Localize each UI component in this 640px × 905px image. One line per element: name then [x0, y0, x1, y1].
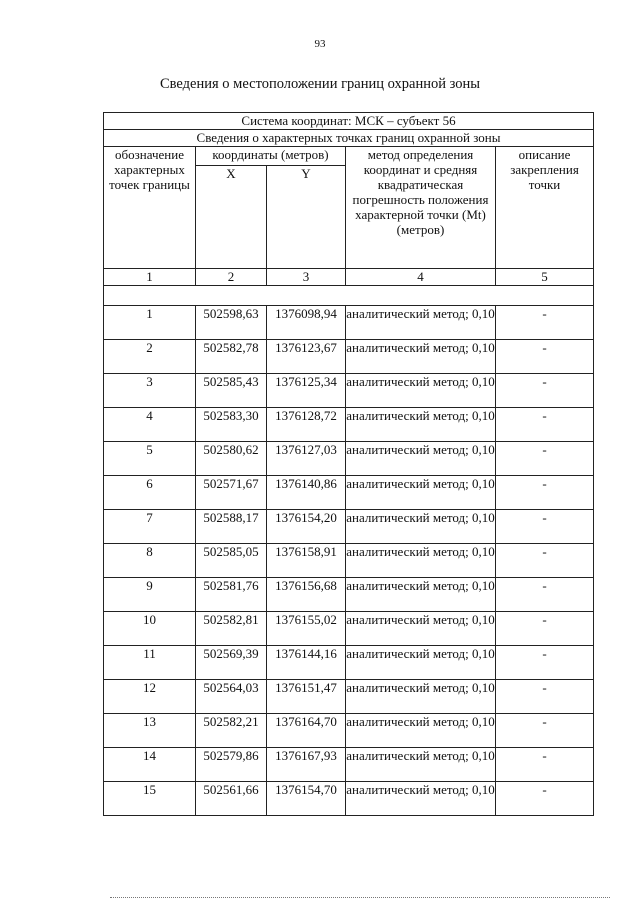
fixation-cell: -	[496, 714, 594, 748]
y-coordinate-cell: 1376154,70	[267, 782, 346, 816]
x-coordinate-cell: 502582,81	[196, 612, 267, 646]
x-coordinate-cell: 502581,76	[196, 578, 267, 612]
table-row	[104, 442, 594, 476]
fixation-cell: -	[496, 680, 594, 714]
fixation-cell: -	[496, 646, 594, 680]
table-row	[104, 748, 594, 782]
y-coordinate-cell: 1376144,16	[267, 646, 346, 680]
method-cell: аналитический метод; 0,10	[346, 340, 496, 374]
method-cell: аналитический метод; 0,10	[346, 544, 496, 578]
x-coordinate-cell: 502580,62	[196, 442, 267, 476]
y-coordinate-cell: 1376151,47	[267, 680, 346, 714]
y-coordinate-cell: 1376098,94	[267, 306, 346, 340]
coordinate-system-row	[104, 113, 594, 130]
header-coordinates: координаты (метров)	[196, 147, 346, 166]
point-id-cell: 8	[104, 544, 196, 578]
table-row	[104, 612, 594, 646]
method-cell: аналитический метод; 0,10	[346, 714, 496, 748]
column-number: 1	[104, 269, 196, 286]
fixation-cell: -	[496, 510, 594, 544]
x-coordinate-cell: 502583,30	[196, 408, 267, 442]
point-id-cell: 11	[104, 646, 196, 680]
method-cell: аналитический метод; 0,10	[346, 408, 496, 442]
point-id-cell: 10	[104, 612, 196, 646]
x-coordinate-cell: 502598,63	[196, 306, 267, 340]
point-id-cell: 14	[104, 748, 196, 782]
table-row	[104, 306, 594, 340]
page-number: 93	[314, 38, 326, 50]
point-id-cell: 15	[104, 782, 196, 816]
method-cell: аналитический метод; 0,10	[346, 476, 496, 510]
fixation-cell: -	[496, 578, 594, 612]
point-id-cell: 4	[104, 408, 196, 442]
fixation-cell: -	[496, 476, 594, 510]
point-id-cell: 12	[104, 680, 196, 714]
fixation-cell: -	[496, 544, 594, 578]
y-coordinate-cell: 1376125,34	[267, 374, 346, 408]
method-cell: аналитический метод; 0,10	[346, 646, 496, 680]
header-y: Y	[267, 166, 346, 269]
fixation-cell: -	[496, 748, 594, 782]
x-coordinate-cell: 502585,05	[196, 544, 267, 578]
fixation-cell: -	[496, 612, 594, 646]
footer-rule	[110, 897, 610, 899]
spacer-row	[104, 286, 594, 306]
method-cell: аналитический метод; 0,10	[346, 748, 496, 782]
x-coordinate-cell: 502588,17	[196, 510, 267, 544]
table-row	[104, 646, 594, 680]
x-coordinate-cell: 502579,86	[196, 748, 267, 782]
point-id-cell: 5	[104, 442, 196, 476]
header-method: метод определения координат и средняя квадратическая погрешность положения характерной точки (Mt) (метров)	[346, 147, 496, 269]
y-coordinate-cell: 1376128,72	[267, 408, 346, 442]
point-id-cell: 6	[104, 476, 196, 510]
fixation-cell: -	[496, 374, 594, 408]
point-id-cell: 9	[104, 578, 196, 612]
method-cell: аналитический метод; 0,10	[346, 578, 496, 612]
point-id-cell: 2	[104, 340, 196, 374]
points-info-cell: Сведения о характерных точках границ охранной зоны	[104, 130, 594, 147]
x-coordinate-cell: 502582,21	[196, 714, 267, 748]
y-coordinate-cell: 1376154,20	[267, 510, 346, 544]
table-row	[104, 544, 594, 578]
method-cell: аналитический метод; 0,10	[346, 442, 496, 476]
header-designation: обозначение характерных точек границы	[104, 147, 196, 269]
method-cell: аналитический метод; 0,10	[346, 782, 496, 816]
table-row	[104, 714, 594, 748]
table-row	[104, 578, 594, 612]
fixation-cell: -	[496, 442, 594, 476]
x-coordinate-cell: 502561,66	[196, 782, 267, 816]
x-coordinate-cell: 502571,67	[196, 476, 267, 510]
table-row	[104, 476, 594, 510]
header-row	[104, 147, 594, 166]
y-coordinate-cell: 1376158,91	[267, 544, 346, 578]
y-coordinate-cell: 1376167,93	[267, 748, 346, 782]
column-number: 3	[267, 269, 346, 286]
spacer-cell	[104, 286, 594, 306]
point-id-cell: 13	[104, 714, 196, 748]
y-coordinate-cell: 1376127,03	[267, 442, 346, 476]
x-coordinate-cell: 502585,43	[196, 374, 267, 408]
fixation-cell: -	[496, 782, 594, 816]
y-coordinate-cell: 1376164,70	[267, 714, 346, 748]
boundary-points-table	[103, 112, 594, 816]
method-cell: аналитический метод; 0,10	[346, 306, 496, 340]
y-coordinate-cell: 1376155,02	[267, 612, 346, 646]
y-coordinate-cell: 1376140,86	[267, 476, 346, 510]
table-row	[104, 408, 594, 442]
table-row	[104, 782, 594, 816]
method-cell: аналитический метод; 0,10	[346, 612, 496, 646]
points-info-row	[104, 130, 594, 147]
point-id-cell: 1	[104, 306, 196, 340]
fixation-cell: -	[496, 340, 594, 374]
table-row	[104, 340, 594, 374]
method-cell: аналитический метод; 0,10	[346, 680, 496, 714]
x-coordinate-cell: 502582,78	[196, 340, 267, 374]
coordinate-system-cell: Система координат: МСК – субъект 56	[104, 113, 594, 130]
fixation-cell: -	[496, 408, 594, 442]
table-row	[104, 510, 594, 544]
x-coordinate-cell: 502564,03	[196, 680, 267, 714]
y-coordinate-cell: 1376123,67	[267, 340, 346, 374]
method-cell: аналитический метод; 0,10	[346, 510, 496, 544]
header-x: X	[196, 166, 267, 269]
point-id-cell: 3	[104, 374, 196, 408]
table-row	[104, 374, 594, 408]
y-coordinate-cell: 1376156,68	[267, 578, 346, 612]
page-title: Сведения о местоположении границ охранной зоны	[159, 76, 480, 92]
method-cell: аналитический метод; 0,10	[346, 374, 496, 408]
column-number: 5	[496, 269, 594, 286]
fixation-cell: -	[496, 306, 594, 340]
x-coordinate-cell: 502569,39	[196, 646, 267, 680]
point-id-cell: 7	[104, 510, 196, 544]
column-number-row	[104, 269, 594, 286]
column-number: 4	[346, 269, 496, 286]
table-row	[104, 680, 594, 714]
header-description: описание закрепления точки	[496, 147, 594, 269]
column-number: 2	[196, 269, 267, 286]
